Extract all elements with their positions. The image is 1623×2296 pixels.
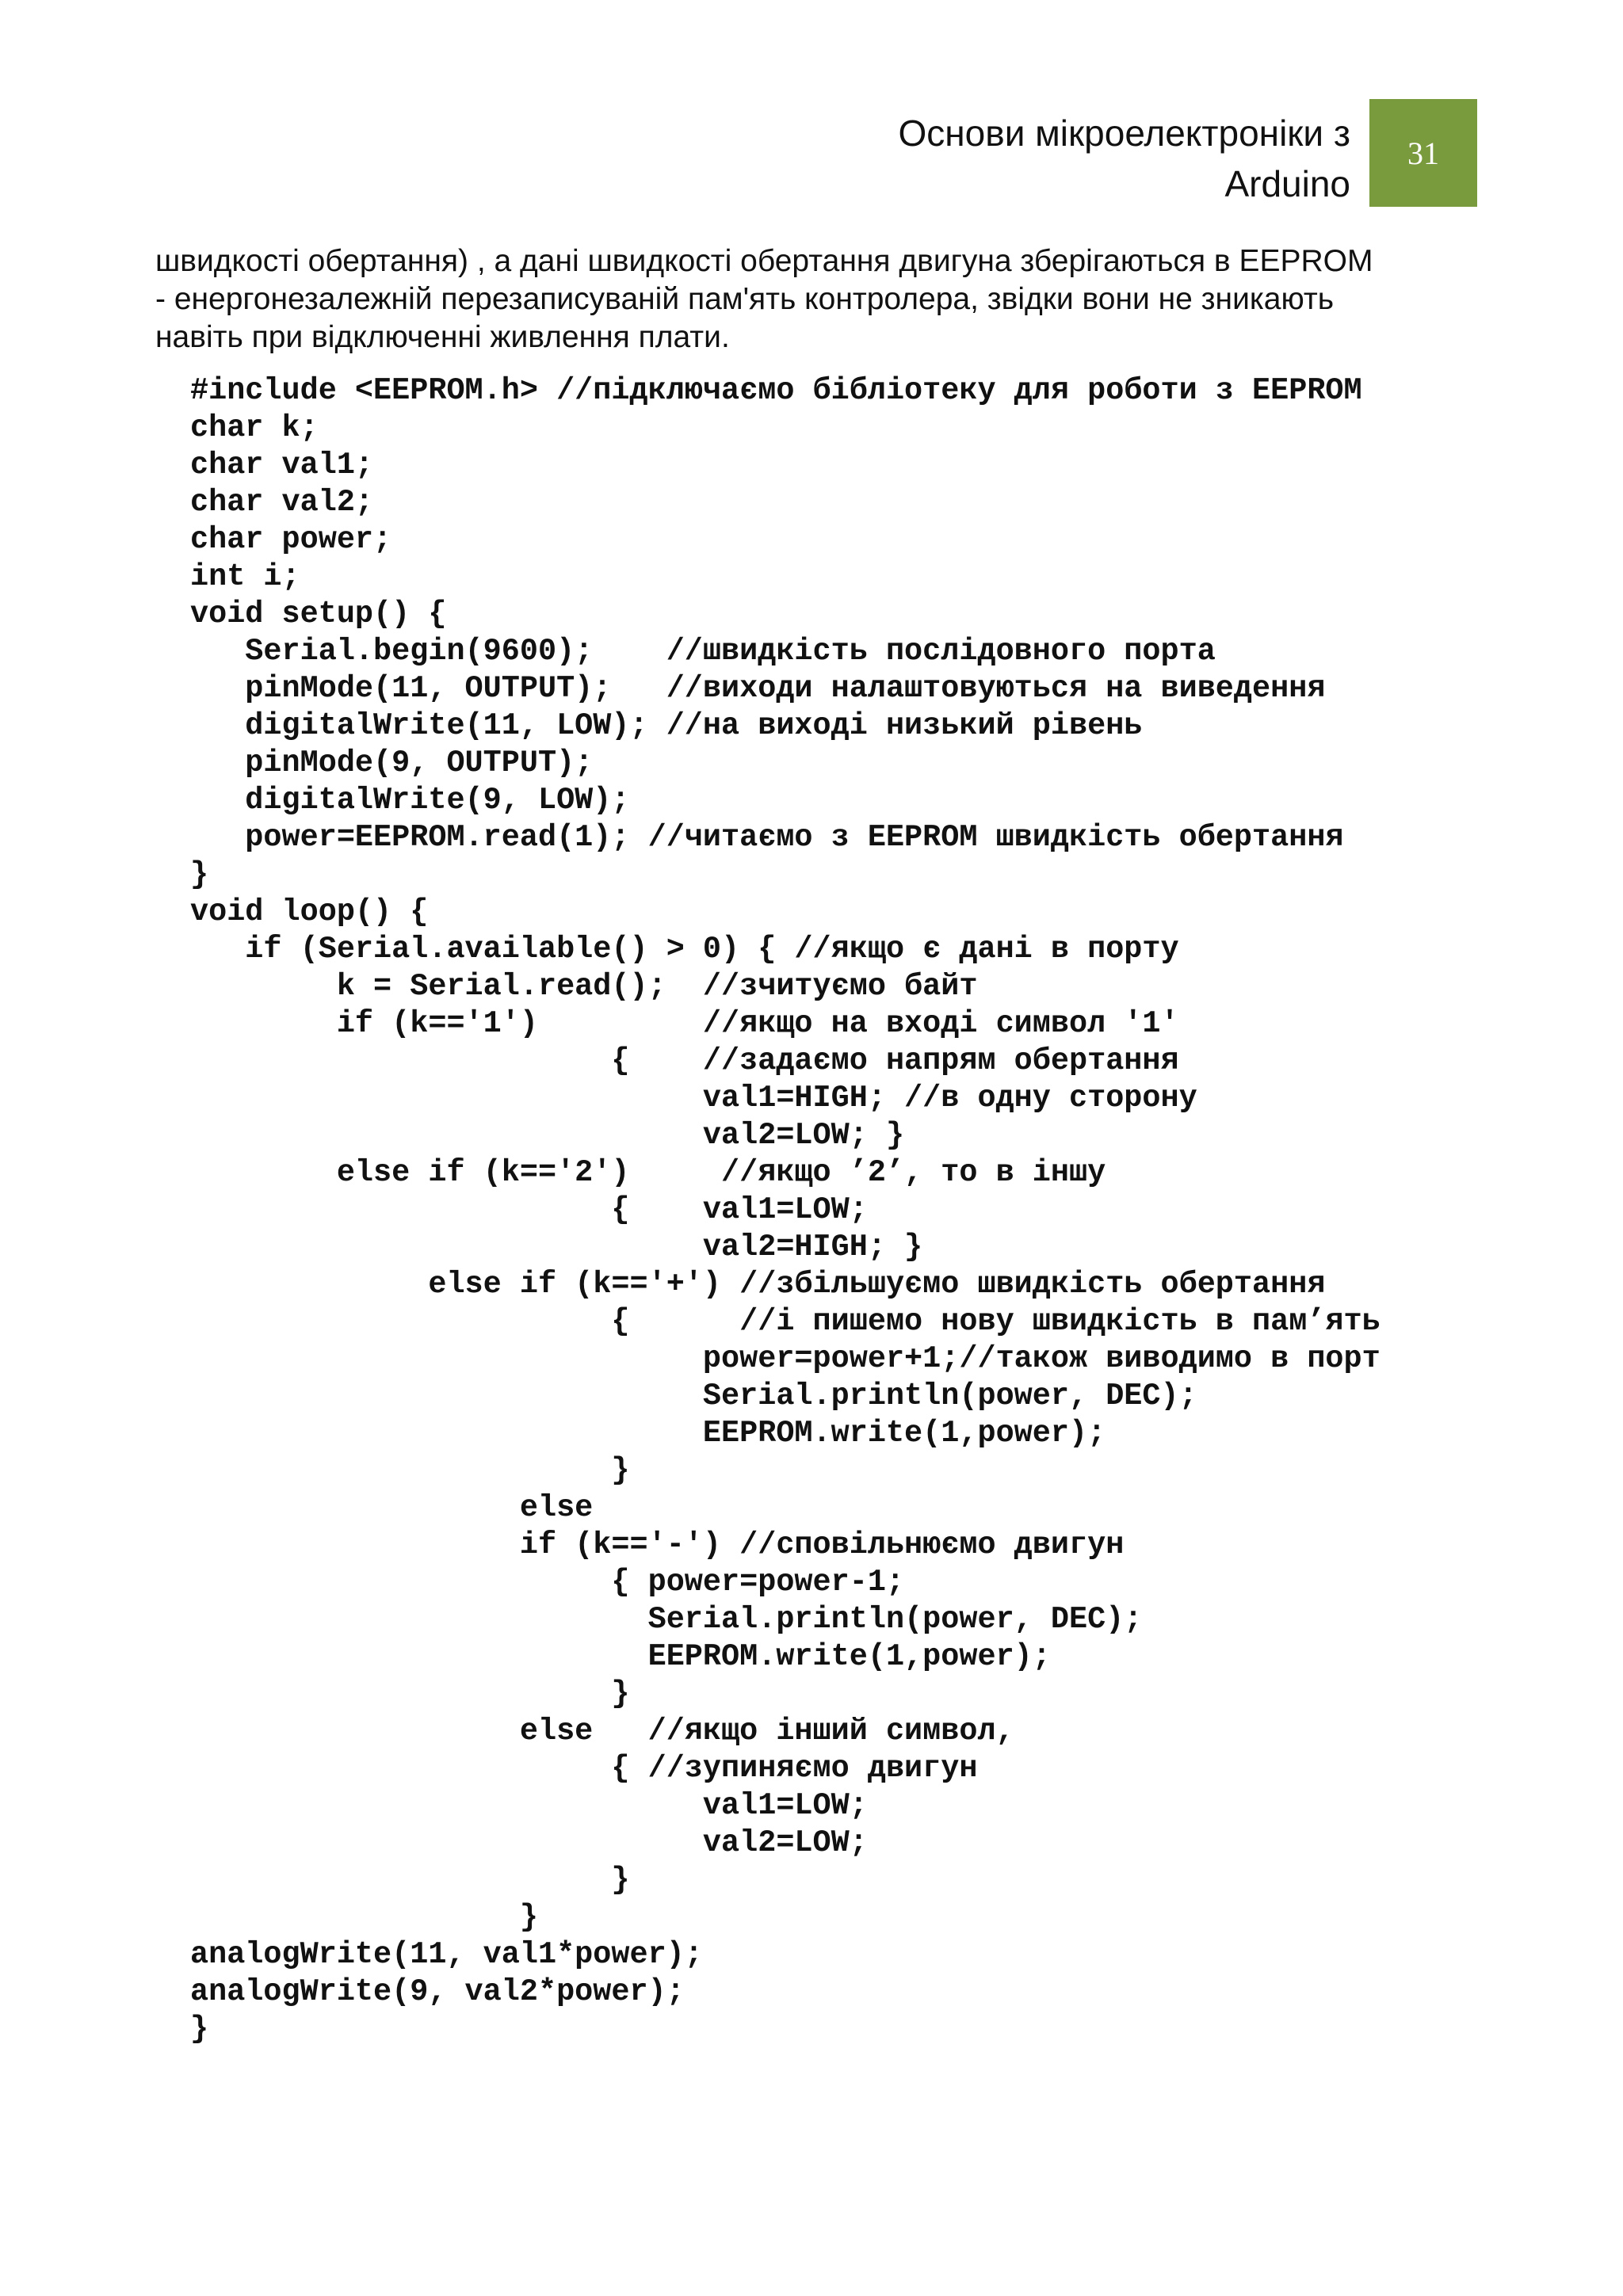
code-line: if (k=='1') //якщо на вході символ '1' [190, 1006, 1179, 1041]
code-line: val1=HIGH; //в одну сторону [190, 1081, 1197, 1116]
code-line: analogWrite(9, val2*power); [190, 1974, 685, 2009]
code-line: Serial.println(power, DEC); [190, 1602, 1143, 1637]
header-title-line-2: Arduino [1224, 163, 1350, 204]
code-line: Serial.println(power, DEC); [190, 1379, 1197, 1413]
code-line: else if (k=='+') //збільшуємо швидкість обертання [190, 1267, 1326, 1302]
code-line: k = Serial.read(); //зчитуємо байт [190, 969, 978, 1004]
code-line: EEPROM.write(1,power); [190, 1639, 1051, 1674]
code-line: } [190, 2012, 209, 2046]
code-line: Serial.begin(9600); //швидкість послідовного порта [190, 634, 1216, 669]
code-line: else if (k=='2') //якщо ’2’, то в іншу [190, 1155, 1106, 1190]
code-line: val2=HIGH; } [190, 1230, 923, 1264]
code-listing [190, 372, 1490, 2048]
code-line: } [190, 1453, 630, 1488]
code-line: if (Serial.available() > 0) { //якщо є дані в порту [190, 932, 1179, 967]
code-line: analogWrite(11, val1*power); [190, 1937, 703, 1972]
code-line: { power=power-1; [190, 1565, 905, 1600]
code-line: else //якщо інший символ, [190, 1714, 1014, 1749]
code-line: pinMode(11, OUTPUT); //виходи налаштовуються на виведення [190, 671, 1326, 706]
page-number: 31 [1407, 135, 1439, 171]
code-line: } [190, 1676, 630, 1711]
code-line: } [190, 1863, 630, 1897]
code-line: #include <EEPROM.h> //підключаємо бібліотеку для роботи з EEPROM [190, 373, 1362, 408]
code-line: val1=LOW; [190, 1788, 868, 1823]
code-line: digitalWrite(11, LOW); //на виході низький рівень [190, 708, 1143, 743]
code-line: digitalWrite(9, LOW); [190, 783, 630, 818]
code-line: power=power+1;//також виводимо в порт [190, 1341, 1381, 1376]
code-line: { //і пишемо нову швидкість в пам’ять [190, 1304, 1381, 1339]
code-line: val2=LOW; [190, 1825, 868, 1860]
code-line: { //зупиняємо двигун [190, 1751, 978, 1786]
header-title-line-1: Основи мікроелектроніки з [898, 113, 1350, 154]
code-line: char val1; [190, 448, 374, 482]
code-line: int i; [190, 559, 300, 594]
code-line: char val2; [190, 485, 374, 520]
intro-line-1: швидкості обертання) , а дані швидкості обертання двигуна зберігаються в EEPROM [155, 244, 1373, 278]
code-line: { //задаємо напрям обертання [190, 1043, 1179, 1078]
page-number-badge [1369, 99, 1477, 207]
code-line: char k; [190, 410, 319, 445]
code-line: void setup() { [190, 597, 447, 631]
code-line: char power; [190, 522, 392, 557]
intro-line-3: навіть при відключенні живлення плати. [155, 320, 730, 354]
running-header [637, 108, 1350, 209]
code-line: EEPROM.write(1,power); [190, 1416, 1106, 1451]
intro-line-2: - енергонезалежній перезаписуваній пам'ять контролера, звідки вони не зникають [155, 282, 1335, 316]
code-line: } [190, 1900, 538, 1935]
code-line: val2=LOW; } [190, 1118, 905, 1153]
code-line: { val1=LOW; [190, 1192, 868, 1227]
code-line: if (k=='-') //сповільнюємо двигун [190, 1527, 1125, 1562]
intro-paragraph [155, 242, 1503, 357]
code-line: pinMode(9, OUTPUT); [190, 746, 594, 780]
code-line: } [190, 857, 209, 892]
code-line: void loop() { [190, 894, 429, 929]
code-line: power=EEPROM.read(1); //читаємо з EEPROM швидкість обертання [190, 820, 1344, 855]
code-line: else [190, 1490, 594, 1525]
